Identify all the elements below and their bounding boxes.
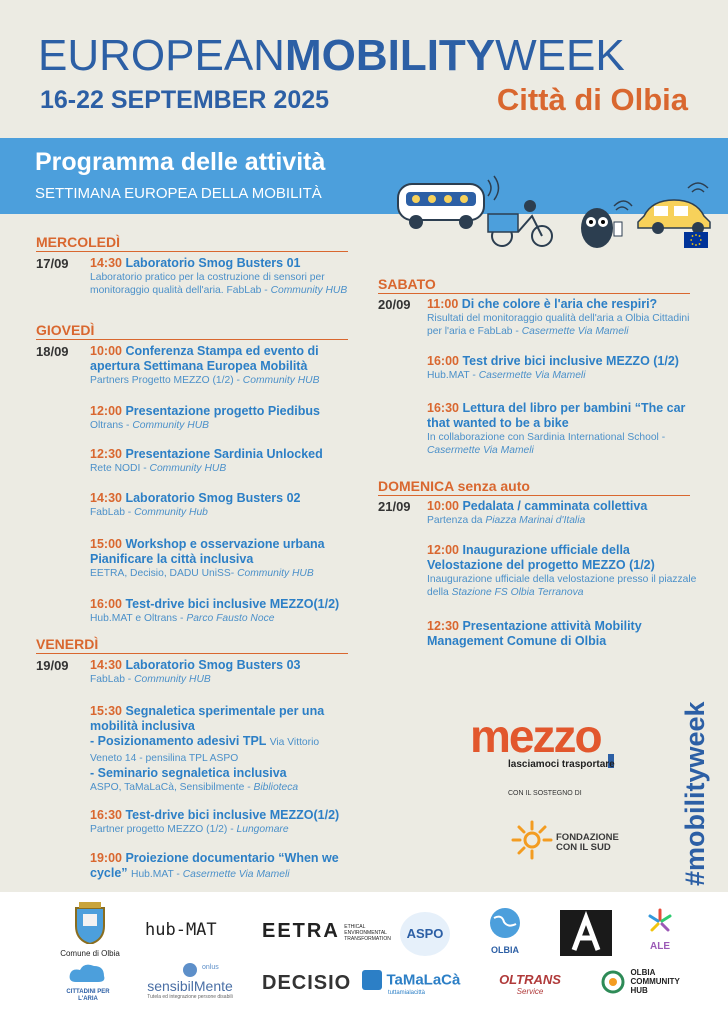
date-label: 20/09 bbox=[378, 297, 411, 312]
event-item: 14:30 Laboratorio Smog Busters 02 FabLab - Community Hub bbox=[90, 491, 301, 518]
event-item: 16:30 Lettura del libro per bambini “The car that wanted to be a bike In collaborazione con Sardinia International School - Casermette Via Mameli bbox=[427, 401, 686, 456]
community-hub-logo: OLBIA COMMUNITY HUB bbox=[600, 968, 700, 995]
fondazione-sun-icon bbox=[510, 818, 554, 862]
bus-icon bbox=[398, 176, 499, 229]
event-item: 15:30 Segnaletica sperimentale per una mobilità inclusiva - Posizionamento adesivi TPL Via Vittorio Veneto 14 - pensilina TPL ASPO - Seminario segnaletica inclusiva ASPO, TaMaLaCà, Sensibilmente - Biblioteca bbox=[90, 704, 325, 793]
day-rule bbox=[36, 251, 348, 252]
event-title: EUROPEANMOBILITYWEEK bbox=[38, 31, 625, 80]
event-item: 10:00 Conferenza Stampa ed evento di apertura Settimana Europea Mobilità Partners Progetto MEZZO (1/2) - Community HUB bbox=[90, 344, 320, 386]
date-label: 18/09 bbox=[36, 344, 69, 359]
program-subtitle: SETTIMANA EUROPEA DELLA MOBILITÀ bbox=[35, 185, 322, 202]
cargo-bike-icon bbox=[488, 200, 552, 246]
event-item: 19:00 Proiezione documentario “When we cycle” Hub.MAT - Casermette Via Mameli bbox=[90, 851, 339, 880]
day-heading-giovedi: GIOVEDÌ bbox=[36, 322, 95, 338]
fablab-olbia-logo: OLBIA bbox=[480, 906, 530, 955]
event-item: 12:30 Presentazione attività Mobility Management Comune di Olbia bbox=[427, 619, 642, 648]
event-item: 10:00 Pedalata / camminata collettiva Partenza da Piazza Marinai d'Italia bbox=[427, 499, 648, 526]
decisio-logo: DECISIO bbox=[262, 972, 352, 994]
tamalaca-logo: TaMaLaCà tuttamialacittà bbox=[362, 970, 466, 996]
event-item: 14:30 Laboratorio Smog Busters 03 FabLab - Community HUB bbox=[90, 658, 301, 685]
person-phone-icon bbox=[581, 201, 632, 248]
event-item: 12:00 Presentazione progetto Piedibus Oltrans - Community HUB bbox=[90, 404, 320, 431]
event-item: 16:00 Test drive bici inclusive MEZZO (1/2) Hub.MAT - Casermette Via Mameli bbox=[427, 354, 679, 381]
fondazione-name: FONDAZIONE CON IL SUD bbox=[556, 832, 619, 853]
oltrans-logo: OLTRANS Service bbox=[499, 972, 561, 996]
event-item: 16:00 Test-drive bici inclusive MEZZO(1/2) Hub.MAT e Oltrans - Parco Fausto Noce bbox=[90, 597, 340, 624]
day-rule bbox=[378, 495, 690, 496]
event-item: 16:30 Test-drive bici inclusive MEZZO(1/2) Partner progetto MEZZO (1/2) - Lungomare bbox=[90, 808, 340, 835]
date-label: 17/09 bbox=[36, 256, 69, 271]
date-label: 21/09 bbox=[378, 499, 411, 514]
eetra-logo: EETRA ETHICAL ENVIRONMENTAL TRANSFORMATION bbox=[262, 920, 391, 942]
tamalaca-icon bbox=[362, 970, 382, 990]
aspo-logo: ASPO bbox=[400, 912, 450, 956]
flower-icon bbox=[180, 962, 200, 978]
program-title: Programma delle attività bbox=[35, 148, 326, 176]
event-item: 11:00 Di che colore è l'aria che respiri? Risultati del monitoraggio qualità dell'aria a Olbia Cittadini per l'aria e FabLab - Casermette Via Mameli bbox=[427, 297, 690, 337]
day-rule bbox=[36, 653, 348, 654]
eu-flag-icon bbox=[684, 232, 708, 248]
svg-text:mezzo: mezzo bbox=[470, 712, 601, 762]
letter-a-icon bbox=[560, 910, 612, 956]
ring-icon bbox=[600, 969, 626, 995]
hubmat-logo: hub-MAT bbox=[145, 920, 217, 940]
mobilityweek-hashtag: #mobilityweek bbox=[680, 701, 710, 886]
event-item: 12:00 Inaugurazione ufficiale della Velostazione del progetto MEZZO (1/2) Inaugurazione ufficiale della velostazione presso il piazzale della Stazione FS Olbia Terranova bbox=[427, 543, 697, 598]
comune-olbia-logo: Comune di Olbia bbox=[55, 902, 125, 958]
mezzo-tagline: lasciamoci trasportare bbox=[508, 759, 615, 770]
date-label: 19/09 bbox=[36, 658, 69, 673]
sensibilmente-logo: onlus sensibilMente Tutela ed integrazione persone disabili bbox=[147, 964, 233, 1000]
city-name: Città di Olbia bbox=[496, 82, 688, 117]
day-heading-mercoledi: MERCOLEDÌ bbox=[36, 234, 120, 250]
event-item: 15:00 Workshop e osservazione urbana Pianificare la città inclusiva EETRA, Decisio, DADU UniSS- Community HUB bbox=[90, 537, 325, 579]
event-item: 14:30 Laboratorio Smog Busters 01 Laboratorio pratico per la costruzione di sensori per monitoraggio qualità dell'aria. FabLab - Community HUB bbox=[90, 256, 348, 296]
day-rule bbox=[378, 293, 690, 294]
day-rule bbox=[36, 339, 348, 340]
support-label: CON IL SOSTEGNO DI bbox=[508, 790, 582, 797]
mobility-illustration bbox=[392, 166, 722, 262]
car-icon bbox=[638, 183, 710, 234]
cloud-icon bbox=[68, 962, 108, 984]
event-item: 12:30 Presentazione Sardinia Unlocked Rete NODI - Community HUB bbox=[90, 447, 323, 474]
cittadini-per-aria-logo: CITTADINI PER L'ARIA bbox=[60, 962, 116, 1006]
day-heading-venerdi: VENERDÌ bbox=[36, 636, 99, 652]
a-logo bbox=[560, 910, 612, 956]
ale-logo: ALE bbox=[640, 908, 680, 952]
globe-icon bbox=[488, 906, 522, 940]
event-dates: 16-22 SEPTEMBER 2025 bbox=[40, 86, 330, 114]
star-icon bbox=[646, 908, 674, 936]
day-heading-domenica: DOMENICA senza auto bbox=[378, 478, 530, 494]
day-heading-sabato: SABATO bbox=[378, 276, 436, 292]
coat-of-arms-icon bbox=[73, 902, 107, 944]
